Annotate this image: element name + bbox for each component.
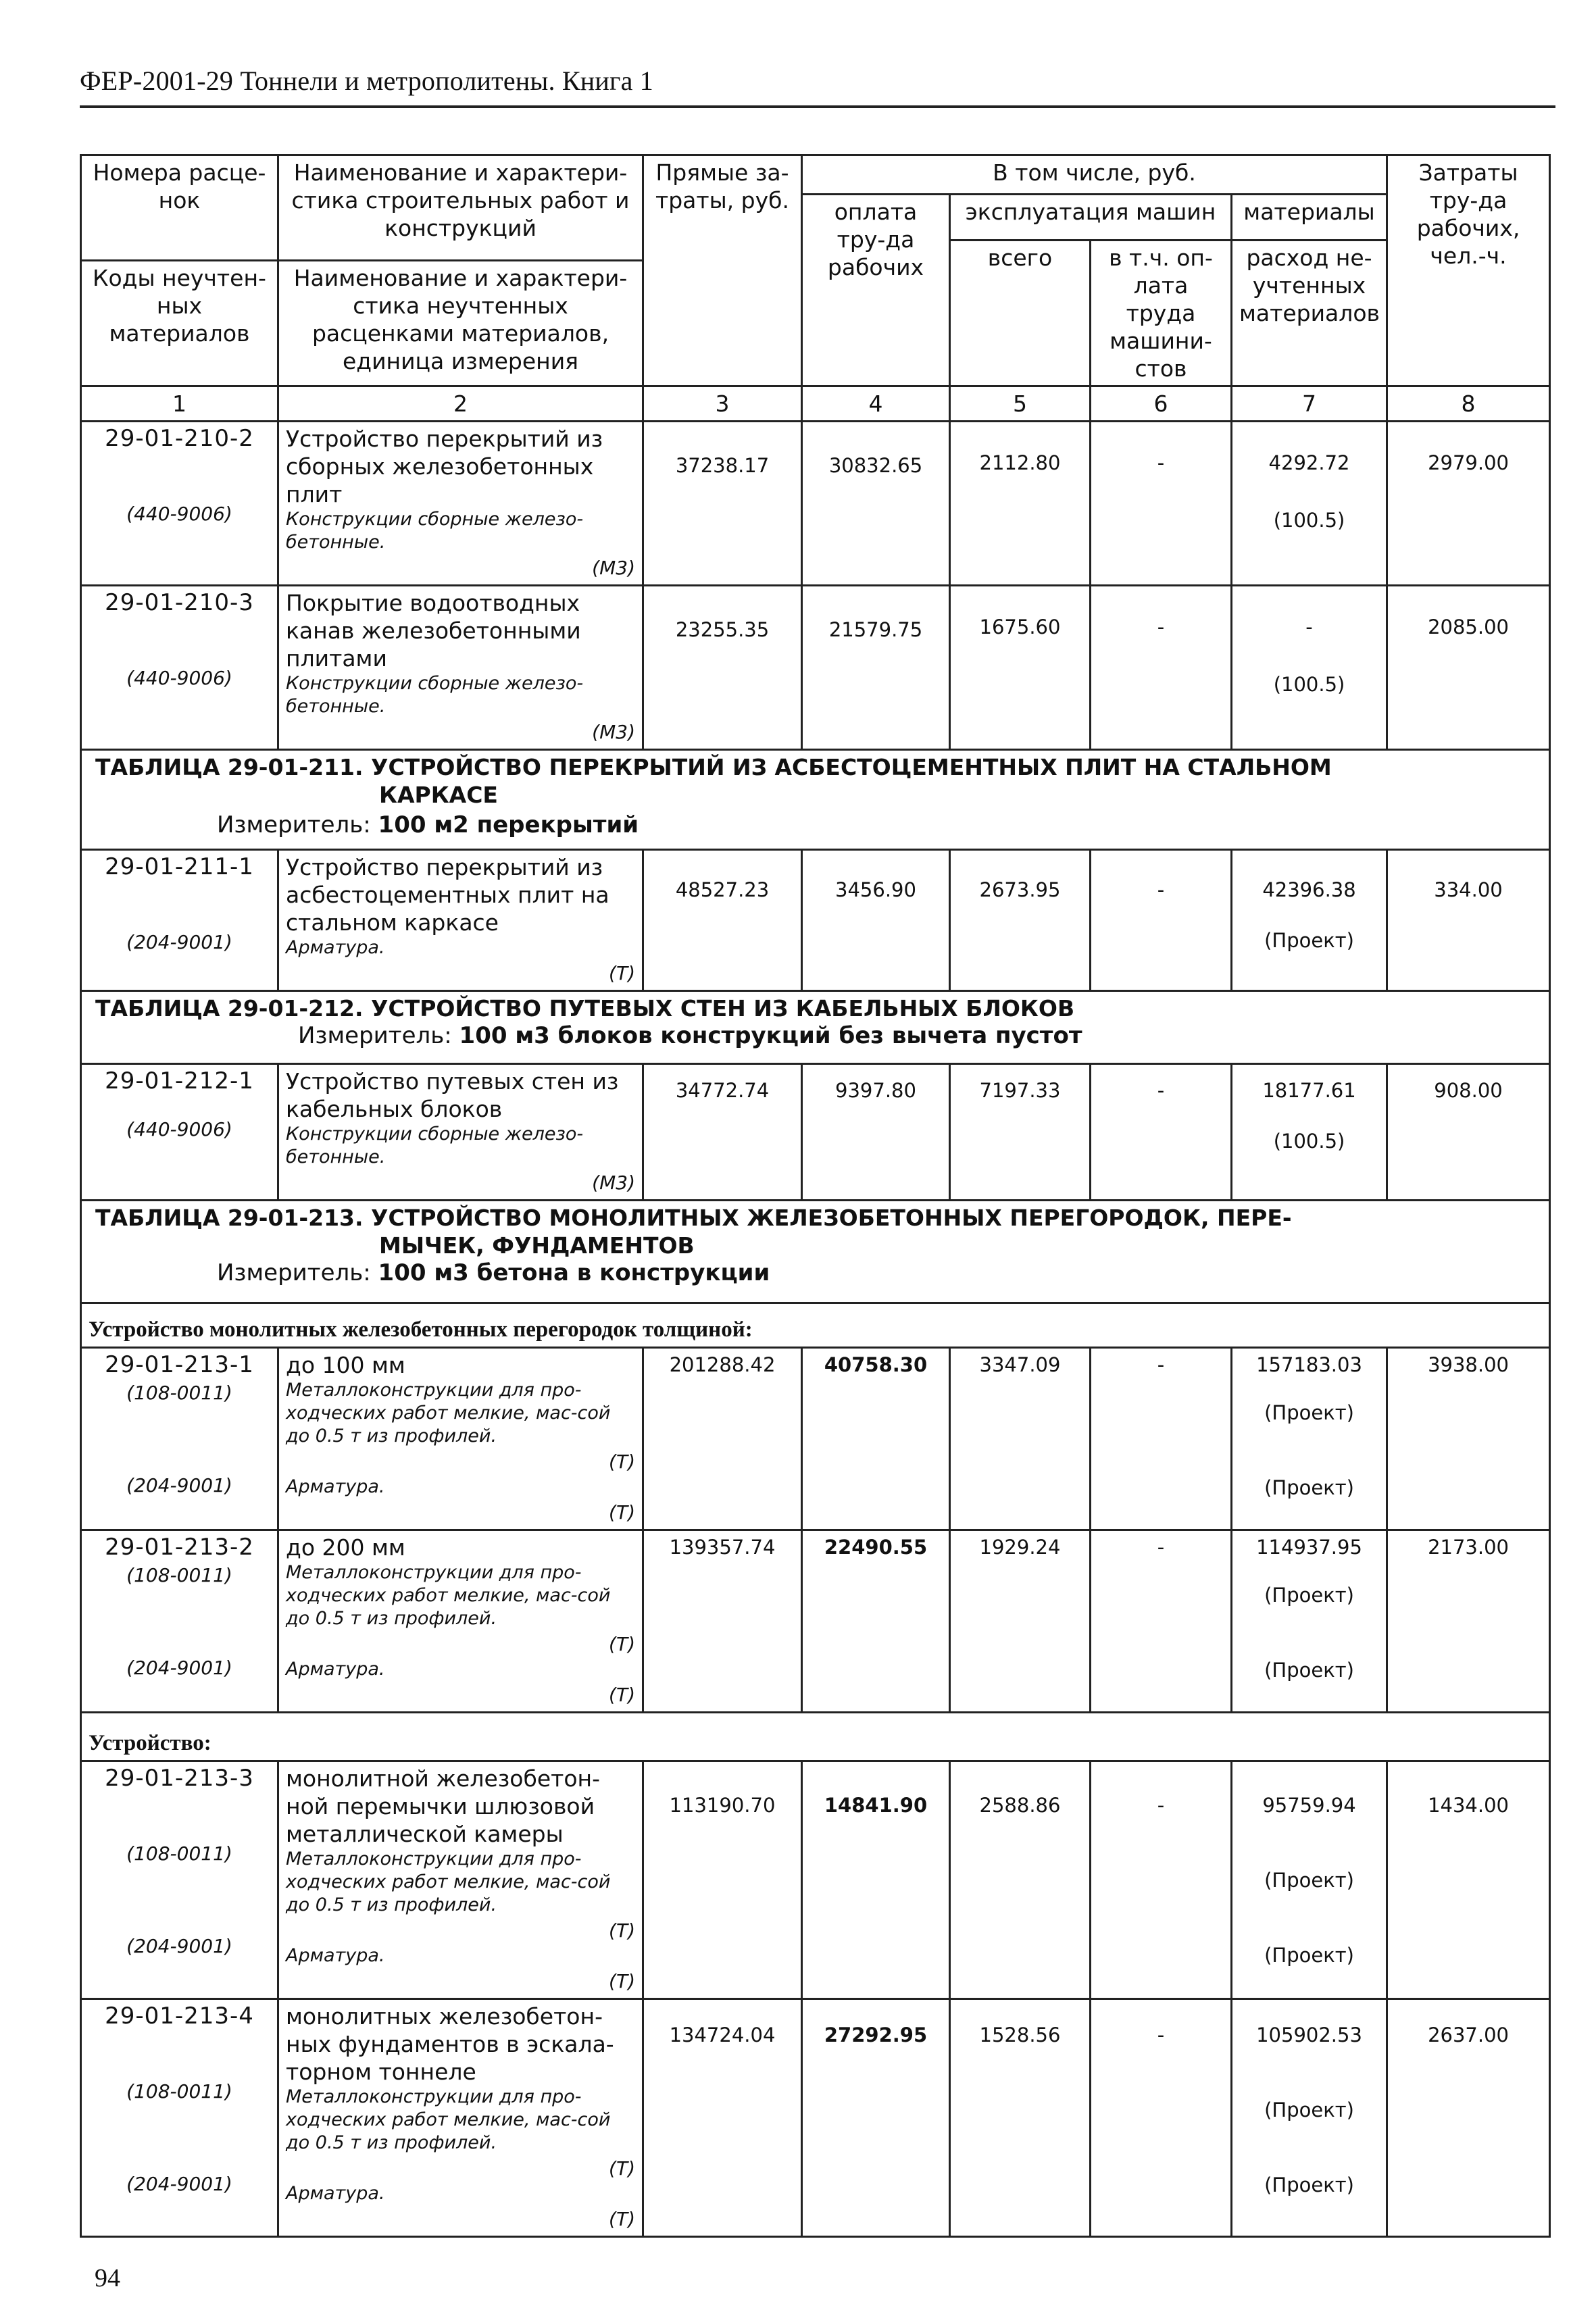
material-code: (204-9001)	[126, 1474, 232, 1496]
labor-hours: 2085.00	[1428, 615, 1509, 638]
material-qty: (Проект)	[1264, 1869, 1354, 1892]
machine-labor: -	[1157, 878, 1165, 901]
subsection-title: Устройство монолитных железобетонных перегородок толщиной:	[81, 1303, 1550, 1348]
table-row	[81, 1530, 1550, 1713]
material-description: Конструкции сборные железо-бетонные.	[286, 509, 584, 553]
material-code: (204-9001)	[126, 931, 232, 953]
col-header-codes: Номера расце-нок	[81, 155, 278, 261]
material-code: (204-9001)	[126, 2173, 232, 2195]
material-description: Арматура.	[286, 1945, 385, 1966]
machine-total: 1675.60	[979, 615, 1061, 638]
section-title-line: ТАБЛИЦА 29-01-212. УСТРОЙСТВО ПУТЕВЫХ СТЕН ИЗ КАБЕЛЬНЫХ БЛОКОВ	[95, 995, 1075, 1022]
material-code: (108-0011)	[126, 1842, 232, 1865]
col-num: 5	[950, 386, 1091, 422]
measure-line	[89, 811, 1542, 839]
material-description: Конструкции сборные железо-бетонные.	[286, 1124, 584, 1167]
material-qty: (100.5)	[1273, 509, 1345, 532]
rate-code: 29-01-210-3	[105, 589, 254, 616]
material-unit: (Т)	[609, 2208, 635, 2230]
materials-cost: -	[1305, 615, 1313, 638]
materials-cost: 105902.53	[1256, 2023, 1362, 2046]
materials-cost: 114937.95	[1256, 1536, 1362, 1559]
labor-hours: 334.00	[1434, 878, 1503, 901]
table-row	[81, 850, 1550, 991]
material-unit: (Т)	[609, 962, 635, 984]
table-row	[81, 1064, 1550, 1201]
machine-labor: -	[1157, 1079, 1165, 1102]
material-unit: (М3)	[592, 557, 635, 579]
direct-cost: 37238.17	[675, 454, 770, 477]
col-num: 2	[278, 386, 643, 422]
col-header-including: В том числе, руб.	[802, 155, 1387, 195]
machine-labor: -	[1157, 1794, 1165, 1817]
rate-code: 29-01-213-1	[105, 1351, 254, 1378]
col-header-mach-labor: в т.ч. оп-лата труда машини-стов	[1091, 241, 1232, 386]
rates-table	[80, 154, 1551, 2238]
materials-cost: 157183.03	[1256, 1353, 1362, 1376]
material-description: Металлоконструкции для про-ходческих работ мелкие, мас-сой до 0.5 т из профилей.	[286, 1380, 611, 1447]
table-row	[81, 586, 1550, 750]
material-qty: (Проект)	[1264, 2173, 1354, 2196]
work-description: Устройство путевых стен из кабельных блоков	[286, 1068, 619, 1122]
header-rule	[80, 105, 1555, 108]
machine-total: 3347.09	[979, 1353, 1061, 1376]
labor-pay: 14841.90	[824, 1794, 928, 1817]
material-code: (440-9006)	[126, 667, 232, 689]
col-header-name: Наименование и характери-стика строительных работ и конструкций	[278, 155, 643, 261]
material-description: Металлоконструкции для про-ходческих работ мелкие, мас-сой до 0.5 т из профилей.	[286, 1848, 611, 1915]
direct-cost: 48527.23	[675, 878, 770, 901]
labor-hours: 1434.00	[1428, 1794, 1509, 1817]
measure-line	[89, 1259, 1542, 1287]
labor-hours: 3938.00	[1428, 1353, 1509, 1376]
labor-pay: 3456.90	[835, 878, 916, 901]
machine-total: 1528.56	[979, 2023, 1061, 2046]
machine-labor: -	[1157, 615, 1165, 638]
labor-pay: 22490.55	[824, 1536, 928, 1559]
material-qty: (Проект)	[1264, 1476, 1354, 1499]
col-header-mach-total: всего	[950, 241, 1091, 386]
machine-labor: -	[1157, 451, 1165, 474]
machine-total: 1929.24	[979, 1536, 1061, 1559]
page-number: 94	[95, 2264, 120, 2292]
material-code: (440-9006)	[126, 503, 232, 525]
labor-pay: 27292.95	[824, 2023, 928, 2046]
material-code: (108-0011)	[126, 1564, 232, 1586]
material-qty: (Проект)	[1264, 2098, 1354, 2121]
table-row	[81, 1999, 1550, 2237]
labor-hours: 908.00	[1434, 1079, 1503, 1102]
material-unit: (Т)	[609, 1501, 635, 1524]
col-num: 3	[643, 386, 802, 422]
rate-code: 29-01-213-4	[105, 2003, 254, 2030]
material-description: Металлоконструкции для про-ходческих работ мелкие, мас-сой до 0.5 т из профилей.	[286, 2086, 611, 2153]
table-row	[81, 1348, 1550, 1530]
work-description: Покрытие водоотводных канав железобетонными плитами	[286, 590, 581, 672]
materials-cost: 42396.38	[1262, 878, 1356, 901]
material-unit: (Т)	[609, 1970, 635, 1992]
section-title-line: КАРКАСЕ	[379, 782, 498, 808]
labor-pay: 40758.30	[824, 1353, 928, 1376]
materials-cost: 4292.72	[1268, 451, 1350, 474]
page-header: ФЕР-2001-29 Тоннели и метрополитены. Книга 1	[80, 66, 653, 96]
material-unit: (М3)	[592, 1172, 635, 1194]
rate-code: 29-01-213-2	[105, 1534, 254, 1561]
direct-cost: 23255.35	[675, 618, 770, 641]
subsection-title: Устройство:	[81, 1713, 1550, 1761]
material-description: Арматура.	[286, 937, 385, 958]
material-unit: (Т)	[609, 1451, 635, 1473]
measure-value: 100 м2 перекрытий	[378, 811, 639, 838]
col-num: 6	[1091, 386, 1232, 422]
material-qty: (100.5)	[1273, 673, 1345, 696]
col-header-mat-codes: Коды неучтен-ных материалов	[81, 261, 278, 386]
material-code: (440-9006)	[126, 1118, 232, 1140]
col-header-labor: Затраты тру-да рабочих, чел.-ч.	[1387, 155, 1550, 386]
table-row	[81, 1761, 1550, 1999]
materials-cost: 95759.94	[1262, 1794, 1356, 1817]
col-header-machines: эксплуатация машин	[950, 195, 1232, 241]
material-code: (108-0011)	[126, 1382, 232, 1404]
direct-cost: 134724.04	[669, 2023, 776, 2046]
material-unit: (М3)	[592, 721, 635, 743]
col-header-labor-pay: оплата тру-да рабочих	[802, 195, 950, 386]
section-title-line: МЫЧЕК, ФУНДАМЕНТОВ	[379, 1232, 695, 1259]
rate-code: 29-01-210-2	[105, 425, 254, 452]
direct-cost: 201288.42	[669, 1353, 776, 1376]
direct-cost: 113190.70	[669, 1794, 776, 1817]
col-num: 1	[81, 386, 278, 422]
material-qty: (Проект)	[1264, 929, 1354, 952]
work-description: до 100 мм	[286, 1352, 405, 1378]
direct-cost: 139357.74	[669, 1536, 776, 1559]
work-description: Устройство перекрытий из асбестоцементных плит на стальном каркасе	[286, 854, 609, 936]
section-title-line: ТАБЛИЦА 29-01-211. УСТРОЙСТВО ПЕРЕКРЫТИЙ ИЗ АСБЕСТОЦЕМЕНТНЫХ ПЛИТ НА СТАЛЬНОМ	[95, 754, 1332, 780]
work-description: до 200 мм	[286, 1534, 405, 1561]
work-description: монолитных железобетон-ных фундаментов в эскала-торном тоннеле	[286, 2003, 614, 2085]
machine-total: 2588.86	[979, 1794, 1061, 1817]
material-code: (108-0011)	[126, 2080, 232, 2103]
material-qty: (100.5)	[1273, 1130, 1345, 1153]
col-header-mat-name: Наименование и характери-стика неучтенных расценками материалов, единица измерения	[278, 261, 643, 386]
measure-label: Измеритель:	[298, 1022, 452, 1049]
material-code: (204-9001)	[126, 1935, 232, 1957]
section-title	[81, 750, 1550, 850]
col-num: 7	[1232, 386, 1387, 422]
col-header-direct: Прямые за-траты, руб.	[643, 155, 802, 386]
material-qty: (Проект)	[1264, 1584, 1354, 1607]
section-title	[81, 1201, 1550, 1303]
labor-pay: 9397.80	[835, 1079, 916, 1102]
measure-label: Измеритель:	[217, 1259, 371, 1286]
section-title	[81, 991, 1550, 1064]
labor-hours: 2637.00	[1428, 2023, 1509, 2046]
col-num: 4	[802, 386, 950, 422]
measure-value: 100 м3 блоков конструкций без вычета пустот	[459, 1022, 1082, 1049]
material-description: Конструкции сборные железо-бетонные.	[286, 673, 584, 717]
material-unit: (Т)	[609, 1633, 635, 1655]
col-header-unacc-mat: расход не-учтенных материалов	[1232, 241, 1387, 386]
material-description: Арматура.	[286, 1659, 385, 1680]
material-code: (204-9001)	[126, 1657, 232, 1679]
machine-total: 2673.95	[979, 878, 1061, 901]
material-description: Арматура.	[286, 2183, 385, 2204]
material-unit: (Т)	[609, 1684, 635, 1706]
material-description: Арматура.	[286, 1476, 385, 1497]
section-title-line: ТАБЛИЦА 29-01-213. УСТРОЙСТВО МОНОЛИТНЫХ ЖЕЛЕЗОБЕТОННЫХ ПЕРЕГОРОДОК, ПЕРЕ-	[95, 1205, 1292, 1231]
labor-pay: 21579.75	[828, 618, 923, 641]
measure-value: 100 м3 бетона в конструкции	[378, 1259, 770, 1286]
measure-line	[89, 1022, 1542, 1050]
labor-pay: 30832.65	[828, 454, 923, 477]
work-description: Устройство перекрытий из сборных железобетонных плит	[286, 426, 603, 507]
measure-label: Измеритель:	[217, 811, 371, 838]
material-unit: (Т)	[609, 2157, 635, 2180]
material-unit: (Т)	[609, 1919, 635, 1942]
machine-labor: -	[1157, 2023, 1165, 2046]
machine-total: 2112.80	[979, 451, 1061, 474]
col-header-materials: материалы	[1232, 195, 1387, 241]
material-qty: (Проект)	[1264, 1401, 1354, 1424]
rate-code: 29-01-212-1	[105, 1067, 254, 1095]
rate-code: 29-01-213-3	[105, 1765, 254, 1792]
material-qty: (Проект)	[1264, 1944, 1354, 1967]
machine-labor: -	[1157, 1536, 1165, 1559]
labor-hours: 2173.00	[1428, 1536, 1509, 1559]
labor-hours: 2979.00	[1428, 451, 1509, 474]
machine-labor: -	[1157, 1353, 1165, 1376]
material-qty: (Проект)	[1264, 1659, 1354, 1682]
materials-cost: 18177.61	[1262, 1079, 1356, 1102]
work-description: монолитной железобетон-ной перемычки шлюзовой металлической камеры	[286, 1765, 601, 1847]
direct-cost: 34772.74	[675, 1079, 770, 1102]
table-row	[81, 422, 1550, 586]
machine-total: 7197.33	[979, 1079, 1061, 1102]
material-description: Металлоконструкции для про-ходческих работ мелкие, мас-сой до 0.5 т из профилей.	[286, 1562, 611, 1629]
rate-code: 29-01-211-1	[105, 853, 254, 880]
col-num: 8	[1387, 386, 1550, 422]
